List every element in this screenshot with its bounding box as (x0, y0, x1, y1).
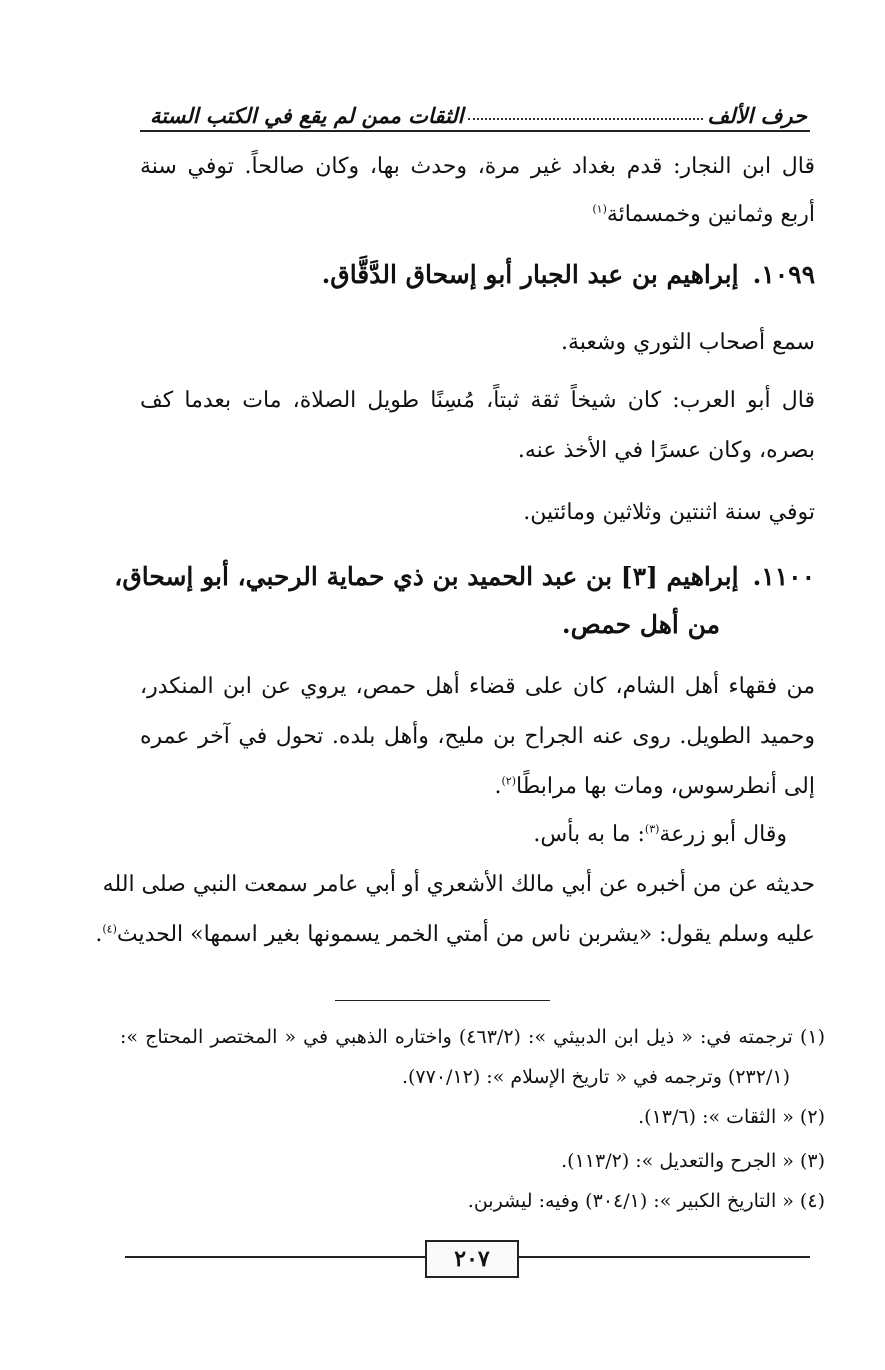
header-dots (468, 118, 704, 120)
footnote-ref: (١) (592, 202, 607, 216)
paragraph-line: قال أبو العرب: كان شيخاً ثقة ثبتاً، مُسِنًا طويل الصلاة، مات بعدما كف (140, 388, 815, 413)
footnote-separator (335, 1000, 550, 1001)
footer-rule-right (515, 1256, 810, 1258)
header-section: حرف الألف (707, 103, 807, 128)
paragraph-line: من فقهاء أهل الشام، كان على قضاء أهل حمص، يروي عن ابن المنكدر، (140, 674, 815, 699)
footnote-2: (٢) « الثقات »: (١٣/٦). (638, 1106, 825, 1128)
footnote-ref: (٤) (102, 922, 117, 936)
entry-heading-1100 (114, 560, 815, 594)
footnote-1: (١) ترجمته في: « ذيل ابن الدبيثي »: (٤٦٣/٢) واختاره الذهبي في « المختصر المحتاج »: (120, 1026, 825, 1048)
entry-number: ١١٠٠. (752, 562, 815, 591)
paragraph-line: وحميد الطويل. روى عنه الجراح بن مليح، وأهل بلده. تحول في آخر عمره (140, 724, 815, 749)
paragraph-line: عليه وسلم يقول: «يشربن ناس من أمتي الخمر يسمونها بغير اسمها» الحديث$^{(٤)}$. (95, 922, 815, 947)
paragraph-line: إلى أنطرسوس، ومات بها مرابطًا$^{(٢)}$. (494, 774, 815, 799)
paragraph-line: سمع أصحاب الثوري وشعبة. (560, 330, 815, 355)
paragraph-line: حديثه عن من أخبره عن أبي مالك الأشعري أو أبي عامر سمعت النبي صلى الله (102, 872, 815, 897)
page-number: ٢٠٧ (425, 1240, 519, 1278)
entry-heading-cont: من أهل حمص. (561, 610, 720, 639)
paragraph-line: بصره، وكان عسرًا في الأخذ عنه. (517, 438, 815, 463)
paragraph-line: وقال أبو زرعة$^{(٣)}$: ما به بأس. (533, 822, 787, 847)
footnote-1-cont: (٢٣٢/١) وترجمه في « تاريخ الإسلام »: (٧٧٠/١٢). (401, 1066, 790, 1088)
entry-heading-1099 (322, 258, 815, 292)
footnote-3: (٣) « الجرح والتعديل »: (١١٣/٢). (561, 1150, 825, 1172)
entry-number: ١٠٩٩. (752, 260, 815, 289)
paragraph-line: قال ابن النجار: قدم بغداد غير مرة، وحدث بها، وكان صالحاً. توفي سنة (140, 154, 815, 179)
running-header (150, 84, 807, 128)
footer-rule-left (125, 1256, 425, 1258)
paragraph-line: توفي سنة اثنتين وثلاثين ومائتين. (523, 500, 815, 525)
footnote-4: (٤) « التاريخ الكبير »: (٣٠٤/١) وفيه: ليشربن. (467, 1190, 825, 1212)
entry-name: إبراهيم بن عبد الجبار أبو إسحاق الدَّقَّاق. (321, 260, 739, 289)
header-rule (140, 130, 810, 132)
paragraph-line: أربع وثمانين وخمسمائة$^{(١)}$ (592, 202, 815, 227)
entry-name: إبراهيم [٣] بن عبد الحميد بن ذي حماية الرحبي، أبو إسحاق، (114, 562, 739, 591)
footnote-ref: (٢) (501, 774, 516, 788)
header-book-title: الثقات ممن لم يقع في الكتب الستة (150, 103, 464, 128)
footnote-ref: (٣) (644, 822, 660, 836)
